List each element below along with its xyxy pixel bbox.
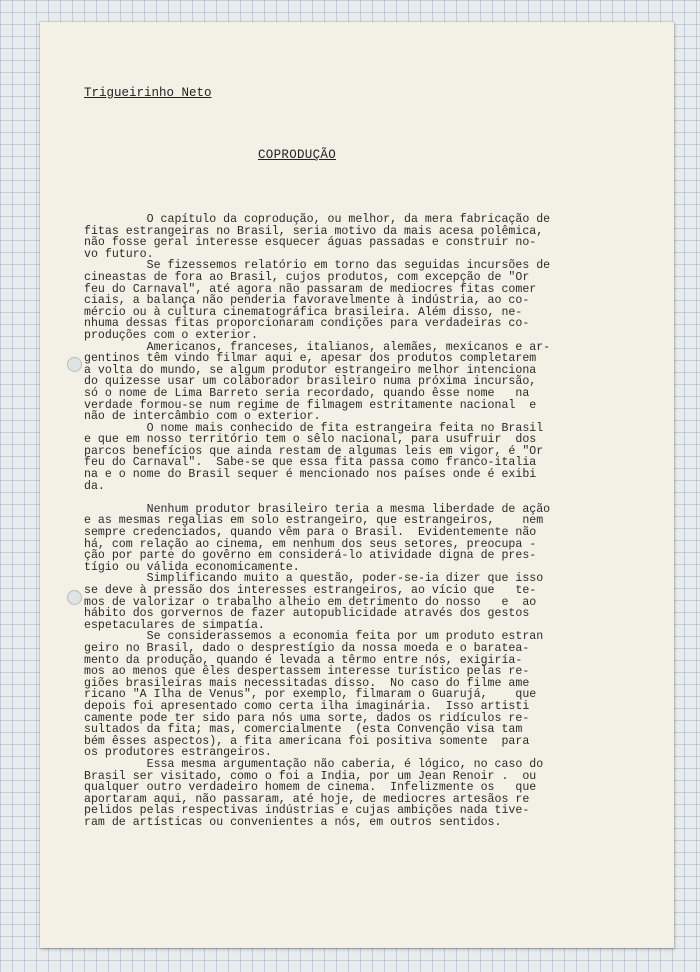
text-line: há, com relação ao cinema, em nenhum dos seus setores, preocupa - [84, 537, 537, 551]
text-line: sultados da fita; mas, comercialmente (esta Convenção visa tam [84, 723, 523, 737]
text-line: Nenhum produtor brasileiro teria a mesma liberdade de ação [84, 502, 551, 516]
text-line: ção por parte do govêrno em considerá-lo atividade digna de pres- [84, 549, 537, 563]
text-line: do quizesse usar um colaborador brasileiro numa próxima incursão, [84, 375, 537, 389]
text-line: verdade formou-se num regime de filmagem estritamente nacional e [84, 398, 537, 412]
text-line: hábito dos gorvernos de fazer autopublicidade através dos gestos [84, 607, 530, 621]
text-line: e as mesmas regalias em solo estrangeiro, que estrangeiros, nem [84, 514, 544, 528]
text-line: pelidos pelas respectivas indústrias e cujas ambições nada tive- [84, 804, 530, 818]
text-line: Essa mesma argumentação não caberia, é lógico, no caso do [84, 757, 544, 771]
text-line: na e o nome do Brasil sequer é mencionado nos países onde é exibi [84, 468, 537, 482]
text-line: e que em nosso território tem o sêlo nacional, para usufruir dos [84, 433, 537, 447]
text-line: aportaram aqui, não passaram, até hoje, de mediocres artesãos re [84, 792, 530, 806]
text-line: Simplificando muito a questão, poder-se-ia dizer que isso [84, 572, 544, 586]
text-line: Se fizessemos relatório em torno das seguidas incursões de [84, 259, 551, 273]
text-line: qualquer outro verdadeiro homem de cinema. Infelizmente os que [84, 781, 537, 795]
text-line: os produtores estrangeiros. [84, 746, 272, 760]
text-line: Brasil ser visitado, como o foi a India, por um Jean Renoir . ou [84, 769, 537, 783]
text-line: fitas estrangeiras no Brasil, seria motivo da mais acesa polêmica, [84, 224, 544, 238]
text-line: camente pode ter sido para nós uma sorte, dados os ridículos re- [84, 711, 530, 725]
author-name: Trigueirinho Neto [84, 86, 212, 100]
text-line: ricano "A Ilha de Venus", por exemplo, filmaram o Guarujá, que [84, 688, 537, 702]
text-line: se deve à pressão dos interesses estrangeiros, ao vício que te- [84, 584, 537, 597]
text-line: não de intercâmbio com o exterior. [84, 410, 321, 424]
punch-hole [67, 590, 82, 605]
text-line: vo futuro. [84, 247, 154, 261]
text-line: depois foi apresentado como certa ilha imaginária. Isso artisti [84, 699, 530, 713]
text-line: nhuma dessas fitas proporcionaram condições para verdadeiras co- [84, 317, 530, 331]
document-title: COPRODUÇÃO [258, 148, 337, 162]
text-line: ram de artísticas ou convenientes a nós, em outros sentidos. [84, 815, 502, 829]
text-line: sempre credenciados, quando vêm para o Brasil. Evidentemente não [84, 526, 537, 540]
punch-hole [67, 357, 82, 372]
text-line: geiro no Brasil, dado o desprestígio da nossa moeda e o baratea- [84, 641, 530, 655]
text-line: mos de valorizar o trabalho alheio em detrimento do nosso e ao [84, 595, 537, 609]
text-line: da. [84, 479, 105, 493]
text-line: não fosse geral interesse esquecer águas passadas e construir no- [84, 236, 537, 250]
text-line: produções com o exterior. [84, 328, 258, 342]
text-line: giões brasileiras mais necessitadas disso. No caso do filme ame [84, 676, 530, 690]
text-line: bém êsses aspectos), a fita americana foi positiva somente para [84, 734, 530, 748]
text-line: feu do Carnaval". Sabe-se que essa fita passa como franco-italia [84, 456, 537, 470]
text-line: ciais, a balança não penderia favoravelmente à indústria, ao co- [84, 294, 530, 308]
text-line: tígio ou válida economicamente. [84, 560, 300, 574]
text-line: Americanos, franceses, italianos, alemães, mexicanos e ar- [84, 340, 551, 354]
text-line: O nome mais conhecido de fita estrangeira feita no Brasil [84, 421, 544, 435]
text-line: gentinos têm vindo filmar aqui e, apesar dos produtos completarem [84, 352, 537, 366]
text-line: mércio ou à cultura cinematográfica brasileira. Além disso, ne- [84, 305, 523, 319]
text-line: cineastas de fora ao Brasil, cujos produtos, com excepção de "Or [84, 270, 530, 284]
text-line: mos ao menos que êles despertassem interesse turístico pelas re- [84, 665, 530, 679]
text-line: feu do Carnaval", até agora não passaram de mediocres fitas comer [84, 282, 537, 296]
text-line: mento da produção, quando é levada a têrmo entre nós, exigiría- [84, 653, 523, 667]
text-line: espetaculares de simpatía. [84, 618, 265, 632]
body-text [84, 214, 584, 828]
text-line: só o nome de Lima Barreto seria recordado, quando êsse nome na [84, 386, 530, 400]
text-line: O capítulo da coprodução, ou melhor, da mera fabricação de [84, 213, 551, 226]
text-line: parcos benefícios que ainda restam de algumas leis em vigor, é "Or [84, 444, 544, 458]
text-line: Se considerassemos a economia feita por um produto estran [84, 630, 544, 644]
text-line: a volta do mundo, se algum produtor estrangeiro melhor intenciona [84, 363, 537, 377]
